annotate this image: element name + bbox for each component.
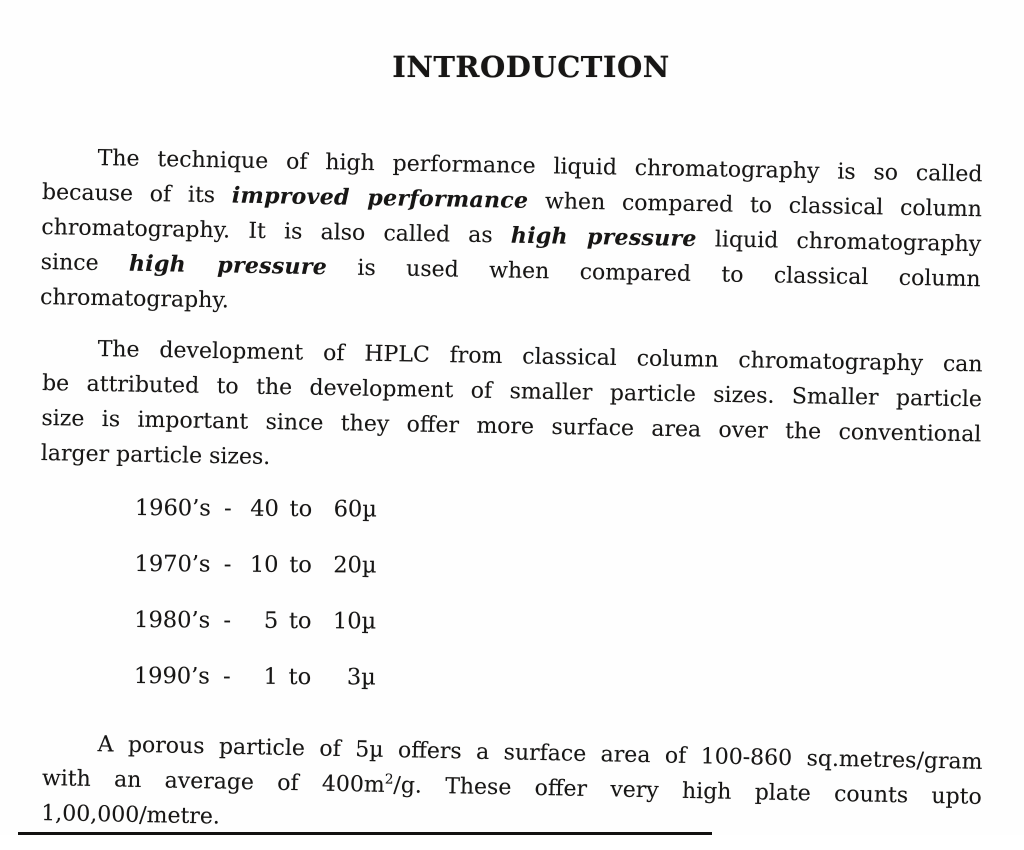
body-text: with an average of 400m <box>41 765 386 798</box>
paragraph-intro <box>40 140 983 332</box>
list-item-to-word: to <box>289 495 313 523</box>
list-item-to: 20µ <box>333 552 377 579</box>
body-text: chromatography. It is also called as <box>41 214 512 249</box>
body-text: be attributed to the development of smaller particle sizes. Smaller particle <box>41 370 983 413</box>
list-item-to-word: to <box>289 551 312 579</box>
body-text: liquid chromatography <box>696 226 982 258</box>
body-text: /g. These offer very high plate counts upto <box>393 773 983 810</box>
list-item-dash: - <box>223 607 232 634</box>
body-text: size is important since they offer more surface area over the conventional <box>41 405 982 448</box>
list-item-dash: - <box>223 551 232 578</box>
emphasis-text: high pressure <box>510 222 697 252</box>
list-item-to-word: to <box>288 663 312 691</box>
list-item-from: 1 <box>263 663 278 690</box>
list-item-decade: 1980’s <box>134 606 211 634</box>
body-text: The development of HPLC from classical column chromatography can <box>97 336 983 378</box>
body-text: is used when compared to classical column <box>326 255 981 293</box>
body-text: chromatography. <box>39 284 230 314</box>
body-text: since <box>40 249 130 277</box>
body-text: The technique of high performance liquid chromatography is so called <box>97 146 983 188</box>
body-text: A porous particle of 5µ offers a surface area of 100-860 sq.metres/gram <box>97 732 983 775</box>
emphasis-text: high pressure <box>128 250 328 281</box>
list-item <box>134 603 982 643</box>
list-item-dash: - <box>222 663 231 690</box>
list-item-from: 5 <box>263 607 279 634</box>
list-item <box>134 547 982 587</box>
list-item <box>134 659 982 699</box>
list-item-decade: 1970’s <box>134 550 211 578</box>
particle-size-evolution-list <box>134 491 983 699</box>
body-text: because of its <box>41 179 233 209</box>
list-item-decade: 1960’s <box>134 494 211 522</box>
list-item-to: 3µ <box>346 664 376 691</box>
list-item-decade: 1990’s <box>133 662 210 690</box>
list-item-dash: - <box>224 495 232 522</box>
emphasis-text: improved performance <box>231 182 529 214</box>
list-item-from: 10 <box>249 551 279 578</box>
body-text: 1,00,000/metre. <box>40 800 221 830</box>
paragraph-development <box>41 331 983 487</box>
body-text: when compared to classical column <box>528 188 983 223</box>
list-item-to: 10µ <box>332 608 377 635</box>
page-title: INTRODUCTION <box>392 50 670 84</box>
superscript-text: 2 <box>384 771 394 788</box>
list-item <box>135 491 983 531</box>
body-text: larger particle sizes. <box>40 440 271 470</box>
list-item-from: 40 <box>250 495 279 522</box>
list-item-to-word: to <box>288 607 312 635</box>
list-item-to: 60µ <box>333 496 377 523</box>
